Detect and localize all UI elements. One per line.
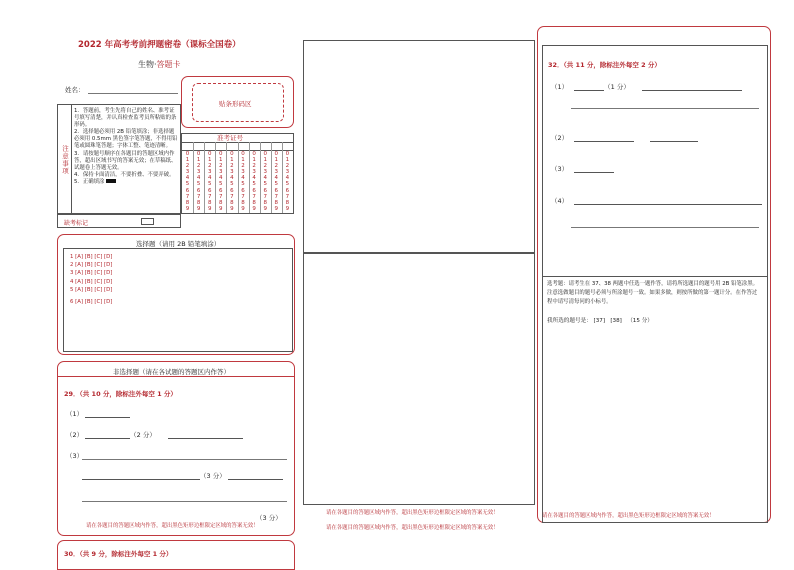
exam-id-digit[interactable]: 8 (230, 199, 234, 206)
name-label: 姓名： (65, 86, 85, 94)
answer-line[interactable] (82, 472, 200, 480)
exam-id-digit[interactable]: 0 (252, 151, 256, 157)
barcode-label: 贴条形码区 (219, 100, 252, 108)
exam-id-digit[interactable]: 3 (263, 169, 267, 176)
elective-option-37[interactable]: [37] (593, 318, 606, 324)
exam-id-digit[interactable]: 1 (185, 157, 190, 164)
exam-id-digit[interactable]: 6 (207, 187, 212, 194)
barcode-area (181, 76, 294, 128)
exam-id-digit[interactable]: 5 (263, 181, 267, 188)
exam-id-digit[interactable]: 0 (285, 151, 290, 157)
exam-id-digit[interactable]: 2 (219, 163, 223, 170)
q29-warning: 请在各题目的答题区域内作答，超出黑色矩形边框限定区域的答案无效！ (86, 523, 259, 529)
elective-option-38[interactable]: [38] (610, 318, 622, 324)
exam-id-digit[interactable]: 3 (196, 169, 201, 176)
notice-item: 4．保持卡面清洁，不要折叠、不要弄破。 (74, 171, 175, 178)
exam-id-digit[interactable]: 7 (230, 193, 234, 200)
choice-section (57, 234, 295, 355)
exam-id-digit[interactable]: 8 (207, 199, 212, 206)
exam-id-digit[interactable]: 3 (230, 169, 234, 176)
q32-p1: （1） （1 分） (551, 82, 742, 91)
exam-id-column[interactable] (262, 151, 269, 212)
exam-id-digit[interactable]: 3 (219, 169, 223, 176)
exam-id-digit[interactable]: 6 (230, 187, 234, 194)
exam-id-digit[interactable]: 4 (241, 175, 245, 182)
exam-id-digit[interactable]: 9 (219, 205, 223, 212)
answer-line[interactable] (228, 472, 283, 480)
exam-id-digit[interactable]: 5 (241, 181, 245, 188)
exam-id-digit[interactable]: 0 (219, 151, 223, 157)
choice-row[interactable]: 3 [A] [B] [C] [D] (70, 270, 113, 277)
exam-id-digit[interactable]: 2 (196, 163, 201, 170)
answer-line[interactable] (574, 83, 604, 91)
q29-p2: （2） （2 分） (66, 430, 243, 439)
exam-id-digit[interactable]: 9 (285, 205, 290, 212)
exam-id-column[interactable] (228, 151, 235, 212)
exam-id-digit[interactable]: 9 (263, 205, 267, 212)
q29-p3b: （3 分） (82, 471, 283, 480)
exam-id-digit[interactable]: 4 (285, 175, 290, 182)
exam-id-digit[interactable]: 1 (219, 157, 223, 164)
exam-id-digit[interactable]: 2 (230, 163, 234, 170)
exam-id-digit[interactable]: 9 (196, 205, 201, 212)
exam-id-digit[interactable]: 9 (274, 205, 279, 212)
middle-warning-2: 请在各题目的答题区域内作答，超出黑色矩形边框限定区域的答案无效！ (326, 525, 499, 531)
exam-id-digit[interactable]: 5 (196, 181, 201, 188)
absent-row (57, 214, 181, 228)
exam-id-digit[interactable]: 5 (252, 181, 256, 188)
exam-id-digit[interactable]: 4 (252, 175, 256, 182)
exam-id-digit[interactable]: 0 (230, 151, 234, 157)
exam-id-digit[interactable]: 2 (263, 163, 267, 170)
page-subtitle: 生物·答题卡 (138, 60, 181, 69)
q29-heading: 29．（共 10 分，除标注外每空 1 分） (64, 390, 177, 398)
choice-row[interactable]: 1 [A] [B] [C] [D] (70, 254, 113, 260)
q32-p4: （4） (551, 196, 762, 205)
choice-row[interactable]: 4 [A] [B] [C] [D] (70, 278, 113, 285)
answer-line[interactable] (571, 108, 759, 109)
answer-line[interactable] (571, 227, 759, 228)
exam-id-digit[interactable]: 9 (185, 205, 190, 212)
exam-id-digit[interactable]: 2 (241, 163, 245, 170)
choice-inner (63, 248, 293, 352)
right-section (537, 26, 771, 523)
exam-id-column[interactable] (284, 151, 291, 212)
exam-id-digit[interactable]: 3 (274, 169, 279, 176)
exam-id-digit[interactable]: 7 (263, 193, 267, 200)
elective-instructions: 选考题：请考生在 37、38 两题中任选一题作答，请将所选题目的题号用 2B 铅笔涂黑。注意选做题目的题号必须与所涂题号一致。如果多做，则按所做的第一题计分。在作答过程中请写清每问的小标号。 (547, 281, 758, 305)
exam-id-digit[interactable]: 0 (196, 151, 201, 157)
exam-id-digit[interactable]: 9 (230, 205, 234, 212)
exam-id-digit[interactable]: 7 (274, 193, 279, 200)
exam-id-digit[interactable]: 8 (185, 199, 190, 206)
page-title: 2022 年高考考前押题密卷（课标全国卷） (78, 40, 241, 50)
exam-id-column[interactable] (206, 151, 213, 212)
exam-id-digit[interactable]: 5 (285, 181, 290, 188)
exam-id-digit[interactable]: 1 (263, 157, 267, 164)
answer-line[interactable] (85, 410, 130, 418)
exam-id-digit[interactable]: 2 (207, 163, 212, 170)
answer-line[interactable] (574, 197, 762, 205)
q29-end-note: （3 分） (256, 514, 282, 522)
right-warning: 请在各题目的答题区域内作答，超出黑色矩形边框限定区域的答案无效！ (542, 513, 715, 519)
exam-id-digit[interactable]: 7 (241, 193, 245, 200)
exam-id-column[interactable] (251, 151, 258, 212)
exam-id-digit[interactable]: 0 (185, 151, 190, 157)
choice-row[interactable]: 6 [A] [B] [C] [D] (70, 299, 113, 306)
notice-item: 3．请按题号顺序在各题目的答题区域内作答，超出区域书写的答案无效；在草稿纸、试题卷上答题无效。 (74, 150, 177, 171)
exam-id-digit[interactable]: 8 (241, 199, 245, 206)
exam-id-digit[interactable]: 0 (274, 151, 279, 157)
q32-heading: 32．（共 11 分，除标注外每空 2 分） (548, 61, 661, 69)
exam-id-digit[interactable]: 9 (241, 205, 245, 212)
exam-id-digit[interactable]: 6 (252, 187, 256, 194)
exam-id-digit[interactable]: 7 (252, 193, 256, 200)
exam-id-digit[interactable]: 6 (263, 187, 267, 194)
exam-id-digit[interactable]: 5 (274, 181, 279, 188)
exam-id-digit[interactable]: 8 (285, 199, 290, 206)
answer-line[interactable] (82, 501, 287, 502)
exam-id-digit[interactable]: 6 (219, 187, 223, 194)
q32-p2: （2） (551, 133, 698, 142)
elective-choice[interactable]: 我所选的题号是： [37] [38] （15 分） (547, 318, 653, 324)
exam-id-digit[interactable]: 9 (207, 205, 212, 212)
choice-title: 选择题（请用 2B 铅笔填涂） (136, 240, 221, 248)
exam-id-digit[interactable]: 5 (230, 181, 234, 188)
exam-id-column[interactable] (195, 151, 202, 212)
answer-line[interactable] (574, 134, 634, 142)
exam-id-digit[interactable]: 2 (274, 163, 279, 170)
right-inner (542, 45, 768, 523)
exam-id-digit[interactable]: 8 (263, 199, 267, 206)
nonchoice-title: 非选择题（请在各试题的答题区内作答） (113, 368, 230, 376)
exam-id-digit[interactable]: 2 (285, 163, 290, 170)
exam-id-digit[interactable]: 1 (230, 157, 234, 164)
exam-id-digit[interactable]: 3 (185, 169, 190, 176)
absent-checkbox[interactable] (141, 218, 154, 225)
exam-id-column[interactable] (217, 151, 224, 212)
exam-id-column[interactable] (184, 151, 191, 212)
notice-list (74, 108, 178, 186)
absent-label: 缺考标记 (64, 220, 89, 227)
exam-id-column[interactable] (273, 151, 280, 212)
exam-id-digit[interactable]: 4 (207, 175, 212, 182)
exam-id-digit[interactable]: 6 (185, 187, 190, 194)
exam-id-digit[interactable]: 5 (219, 181, 223, 188)
answer-line[interactable] (82, 459, 287, 460)
answer-line[interactable] (85, 431, 130, 439)
exam-id-digit[interactable]: 0 (207, 151, 212, 157)
middle-warning-1: 请在各题目的答题区域内作答，超出黑色矩形边框限定区域的答案无效！ (326, 510, 499, 516)
exam-id-digit[interactable]: 7 (185, 193, 190, 200)
exam-id-digit[interactable]: 5 (207, 181, 212, 188)
exam-id-digit[interactable]: 1 (274, 157, 279, 164)
exam-id-digit[interactable]: 1 (252, 157, 256, 164)
exam-id-digit[interactable]: 7 (207, 193, 212, 200)
exam-id-digit[interactable]: 4 (274, 175, 279, 182)
exam-id-label: 准考证号 (217, 134, 243, 142)
q29-section (57, 361, 295, 536)
notice-label: 注意事项 (61, 145, 69, 175)
filled-sample (106, 179, 116, 183)
exam-id-digit[interactable]: 3 (207, 169, 212, 176)
notice-item: 5．正确填涂 (74, 179, 178, 186)
answer-line[interactable] (642, 83, 742, 91)
choice-rows[interactable] (70, 253, 112, 306)
choice-row[interactable]: 2 [A] [B] [C] [D] (70, 262, 113, 269)
answer-box-bottom[interactable] (303, 253, 535, 505)
exam-id-digit[interactable]: 6 (196, 187, 201, 194)
exam-id-digit[interactable]: 8 (196, 199, 201, 206)
exam-id-digit[interactable]: 1 (207, 157, 212, 164)
answer-line[interactable] (574, 165, 614, 173)
exam-id-digit[interactable]: 6 (285, 187, 290, 194)
answer-line[interactable] (168, 431, 243, 439)
exam-id-digit[interactable]: 4 (263, 175, 267, 182)
exam-id-digit[interactable]: 2 (185, 163, 190, 170)
exam-id-digit[interactable]: 6 (241, 187, 245, 194)
name-line[interactable] (88, 93, 178, 94)
choice-row[interactable]: 5 [A] [B] [C] [D] (70, 286, 113, 293)
exam-id-digit[interactable]: 8 (219, 199, 223, 206)
q32-p3: （3） (551, 164, 614, 173)
notice-item: 2．选择题必须用 2B 铅笔填涂；非选择题必须用 0.5mm 黑色签字笔答题，不得用铅笔或圆珠笔答题；字体工整、笔迹清晰。 (74, 129, 178, 150)
exam-id-digit[interactable]: 1 (241, 157, 245, 164)
exam-id-digit[interactable]: 7 (285, 193, 290, 200)
exam-id-digit[interactable]: 5 (185, 181, 190, 188)
exam-id-digit[interactable]: 7 (219, 193, 223, 200)
exam-id-digit[interactable]: 8 (274, 199, 279, 206)
notice-item: 1．答题前，考生先将自己的姓名、准考证号填写清楚，并认真检查监考员所粘贴的条形码。 (74, 108, 177, 129)
exam-id-digit[interactable]: 4 (185, 175, 190, 182)
q30-section (57, 540, 295, 570)
exam-id-digit[interactable]: 3 (241, 169, 245, 176)
exam-id-digit[interactable]: 4 (219, 175, 223, 182)
q29-p3: （3） (66, 452, 84, 460)
exam-id-digit[interactable]: 1 (196, 157, 201, 164)
notice-box (57, 104, 181, 214)
exam-id-digit[interactable]: 0 (263, 151, 267, 157)
exam-id-digit[interactable]: 9 (252, 205, 256, 212)
exam-id-digit[interactable]: 6 (274, 187, 279, 194)
q30-heading: 30．（共 9 分，除标注外每空 1 分） (64, 550, 173, 558)
q29-p1: （1） (66, 409, 130, 418)
exam-id-grid[interactable] (181, 133, 294, 214)
exam-id-column[interactable] (240, 151, 247, 212)
exam-id-digit[interactable]: 3 (252, 169, 256, 176)
exam-id-digit[interactable]: 0 (241, 151, 245, 157)
answer-box-top[interactable] (303, 40, 535, 253)
answer-line[interactable] (650, 134, 698, 142)
exam-id-digit[interactable]: 7 (196, 193, 201, 200)
exam-id-digit[interactable]: 3 (285, 169, 290, 176)
exam-id-digit[interactable]: 8 (252, 199, 256, 206)
exam-id-digit[interactable]: 4 (196, 175, 201, 182)
exam-id-digit[interactable]: 2 (252, 163, 256, 170)
exam-id-digit[interactable]: 1 (285, 157, 290, 164)
exam-id-digit[interactable]: 4 (230, 175, 234, 182)
